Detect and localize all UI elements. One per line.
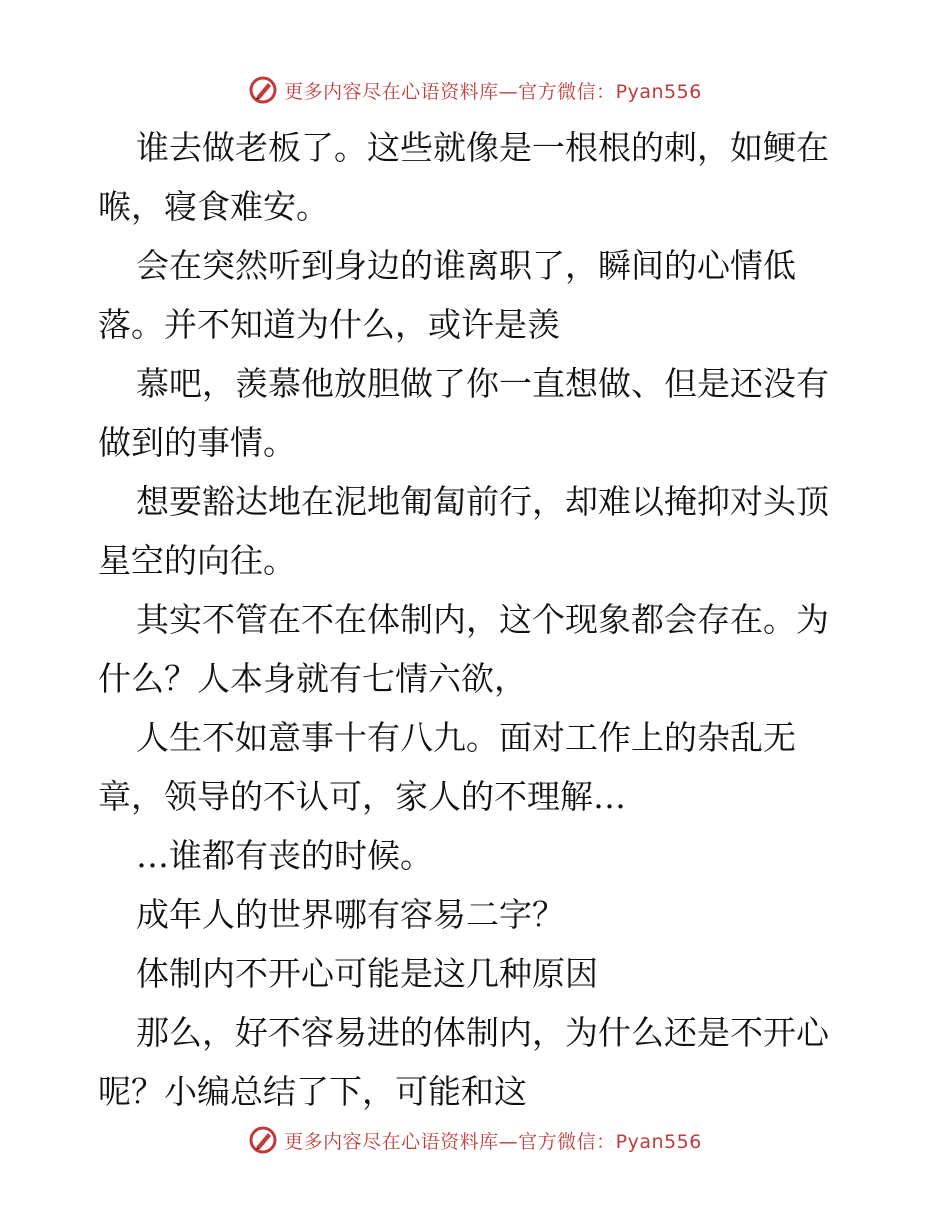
- footer-banner: [0, 1120, 950, 1160]
- paragraph: 体制内不开心可能是这几种原因: [136, 954, 598, 993]
- header-banner: [0, 70, 950, 110]
- paragraph: 想要豁达地在泥地匍匐前行，却难以掩抑对头顶星空的向往。: [98, 482, 829, 580]
- paragraph: 其实不管在不在体制内，这个现象都会存在。为什么？人本身就有七情六欲，: [98, 600, 829, 698]
- pen-logo-icon: [248, 75, 278, 105]
- paragraph: 成年人的世界哪有容易二字？: [136, 895, 565, 934]
- paragraph: 会在突然听到身边的谁离职了，瞬间的心情低落。并不知道为什么，或许是羡: [98, 246, 796, 344]
- footer-banner-text: 更多内容尽在心语资料库—官方微信：Pyan556: [284, 1130, 702, 1153]
- paragraph: 谁去做老板了。这些就像是一根根的刺，如鲠在喉，寝食难安。: [98, 128, 829, 226]
- paragraph: 慕吧，羡慕他放胆做了你一直想做、但是还没有做到的事情。: [98, 364, 829, 462]
- pen-logo-icon: [248, 1125, 278, 1155]
- paragraph: 人生不如意事十有八九。面对工作上的杂乱无章，领导的不认可，家人的不理解…: [98, 718, 796, 816]
- paragraph: 那么，好不容易进的体制内，为什么还是不开心呢？小编总结了下，可能和这: [98, 1013, 829, 1111]
- paragraph: …谁都有丧的时候。: [136, 836, 433, 875]
- document-body: [98, 118, 858, 1121]
- header-banner-text: 更多内容尽在心语资料库—官方微信：Pyan556: [284, 80, 702, 103]
